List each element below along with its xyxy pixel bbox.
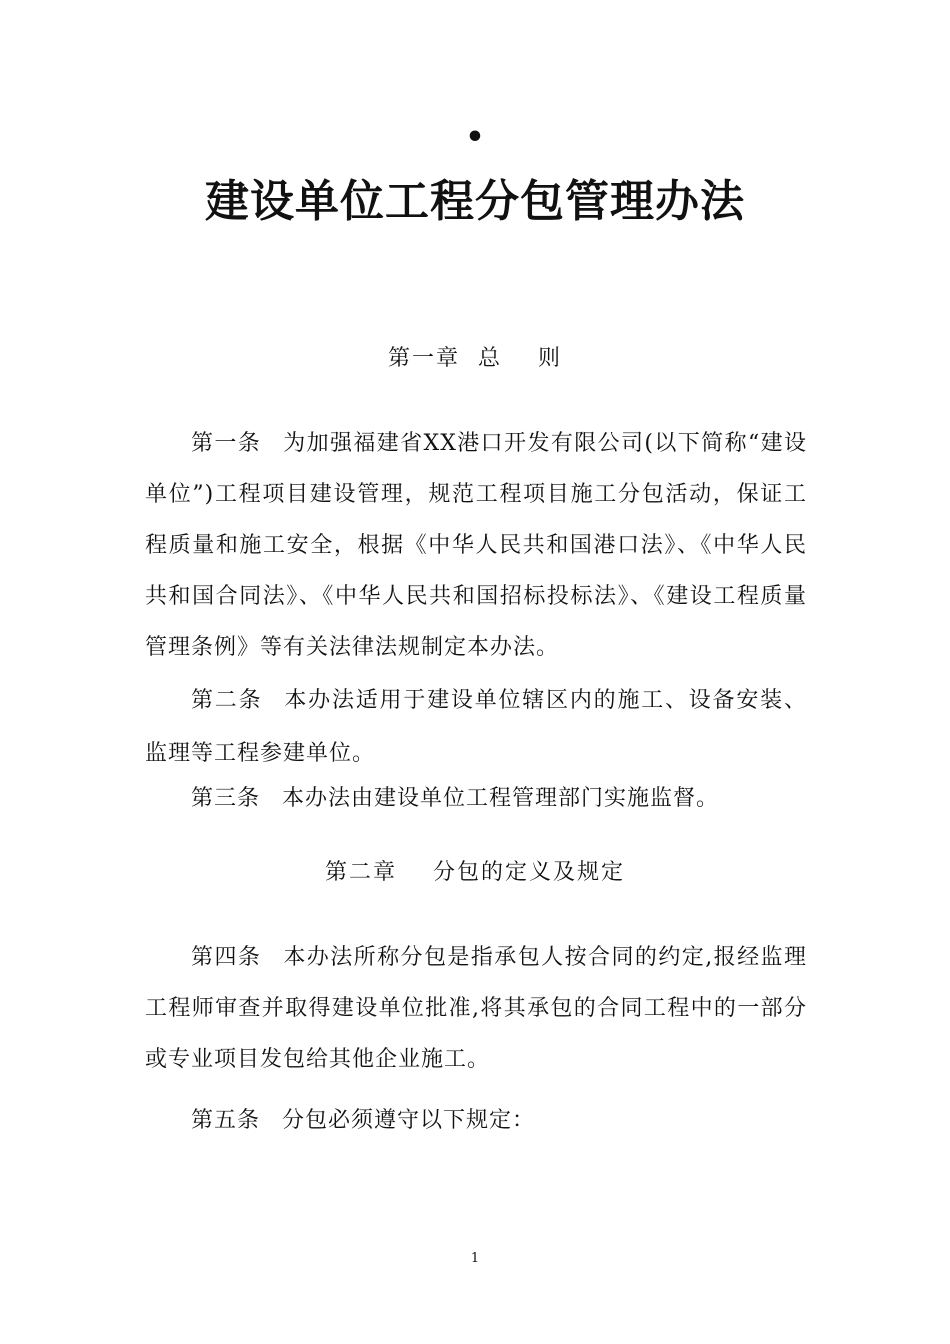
document-title: 建设单位工程分包管理办法: [205, 176, 745, 227]
article-text: 本办法所称分包是指承包人按合同的约定,报经监理工程师审查并取得建设单位批准,将其承包的合同工程中的一部分或专业项目发包给其他企业施工。: [145, 945, 807, 1072]
article-4: [145, 932, 807, 1085]
header-bullet-mark: •: [465, 120, 485, 155]
article-text: 本办法适用于建设单位辖区内的施工、设备安装、监理等工程参建单位。: [145, 688, 807, 766]
article-label: 第二条: [191, 688, 263, 713]
article-2: [145, 674, 807, 780]
article-3: [145, 784, 807, 814]
article-label: 第四条: [191, 945, 262, 970]
article-5: [145, 1106, 807, 1136]
article-label: 第一条: [191, 431, 262, 456]
article-text: 本办法由建设单位工程管理部门实施监督。: [282, 786, 720, 811]
article-1: [145, 418, 807, 673]
article-label: 第三条: [191, 786, 261, 811]
article-text: 为加强福建省XX港口开发有限公司(以下简称“建设单位”)工程项目建设管理，规范工程项目施工分包活动，保证工程质量和施工安全，根据《中华人民共和国港口法》、《中华人民共和国合同法》、《中华人民共和国招标投标法》、《建设工程质量管理条例》等有关法律法规制定本办法。: [145, 431, 807, 660]
page-number: 1: [470, 1251, 480, 1266]
chapter-heading-2: 第二章 分包的定义及规定: [325, 860, 625, 885]
article-text: 分包必须遵守以下规定：: [282, 1108, 536, 1133]
chapter-heading-1: 第一章 总 则: [388, 346, 562, 371]
article-label: 第五条: [191, 1108, 261, 1133]
